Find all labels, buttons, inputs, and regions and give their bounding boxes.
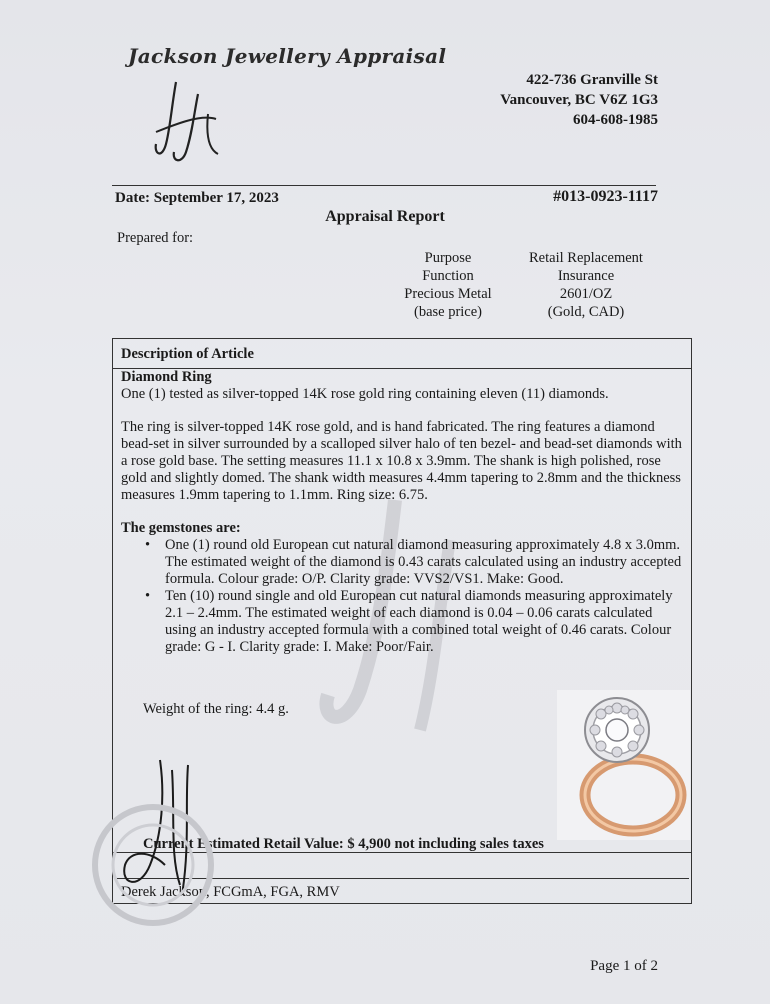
description-heading: Description of Article: [121, 346, 254, 362]
gemstone-list: [121, 537, 687, 656]
appraiser-name: Derek Jackson, FCGmA, FGA, RMV: [121, 884, 340, 900]
article-content: [121, 369, 687, 656]
summary-labels: [380, 249, 516, 321]
gemstone-item: • Ten (10) round single and old European cut natural diamonds measuring approximately 2.1 – 2.4mm. The estimated weight of each diamond is 0.04 – 0.06 carats calculated using an industry accepted formula with a combined total weight of 0.46 carats. Colour grade: G - I. Clarity grade: I. Make: Poor/Fair.: [165, 588, 687, 656]
summary-value: Insurance: [557, 268, 615, 284]
prepared-for-label: Prepared for:: [117, 230, 194, 246]
report-title: Appraisal Report: [325, 208, 445, 225]
ring-photo: [557, 690, 690, 840]
summary-label: Function: [422, 268, 474, 284]
report-reference-number: #013-0923-1117: [553, 188, 658, 205]
report-date: Date: September 17, 2023: [115, 190, 279, 206]
header-divider: [112, 185, 656, 186]
summary-label: Purpose: [424, 250, 472, 266]
retail-value: Current Estimated Retail Value: $ 4,900 not including sales taxes: [143, 836, 544, 852]
address-street: 422-736 Granville St: [526, 72, 658, 88]
company-address: [500, 70, 658, 130]
item-description: The ring is silver-topped 14K rose gold, and is hand fabricated. The ring features a diamond bead-set in silver surrounded by a scalloped silver halo of ten bezel- and bead-set diamonds with a rose gold base. The setting measures 11.1 x 10.8 x 3.9mm. The shank is high polished, rose gold and slightly domed. The shank width measures 4.4mm tapering to 2.8mm and the thickness measures 1.9mm tapering to 1.1mm. Ring size: 6.75.: [121, 419, 682, 503]
embossed-seal: [88, 800, 218, 930]
item-intro: One (1) tested as silver-topped 14K rose gold ring containing eleven (11) diamonds.: [121, 386, 609, 402]
ring-weight: Weight of the ring: 4.4 g.: [143, 701, 289, 717]
item-title: Diamond Ring: [121, 369, 212, 385]
summary-value: (Gold, CAD): [547, 304, 625, 320]
jj-monogram-logo: [146, 74, 236, 174]
summary-values: [518, 249, 654, 321]
summary-label: (base price): [413, 304, 483, 320]
summary-value: 2601/OZ: [559, 286, 613, 302]
address-phone: 604-608-1985: [573, 112, 658, 128]
summary-value: Retail Replacement: [529, 250, 643, 266]
summary-label: Precious Metal: [404, 286, 492, 302]
brand-name: Jackson Jewellery Appraisal: [128, 44, 447, 68]
gemstone-item: • One (1) round old European cut natural diamond measuring approximately 4.8 x 3.0mm. The estimated weight of the diamond is 0.43 carats calculated using an industry accepted formula. Colour grade: O/P. Clarity grade: VVS2/VS1. Make: Good.: [165, 537, 687, 588]
page-number: Page 1 of 2: [590, 958, 658, 974]
gemstones-heading: The gemstones are:: [121, 520, 241, 536]
address-city: Vancouver, BC V6Z 1G3: [500, 92, 658, 108]
